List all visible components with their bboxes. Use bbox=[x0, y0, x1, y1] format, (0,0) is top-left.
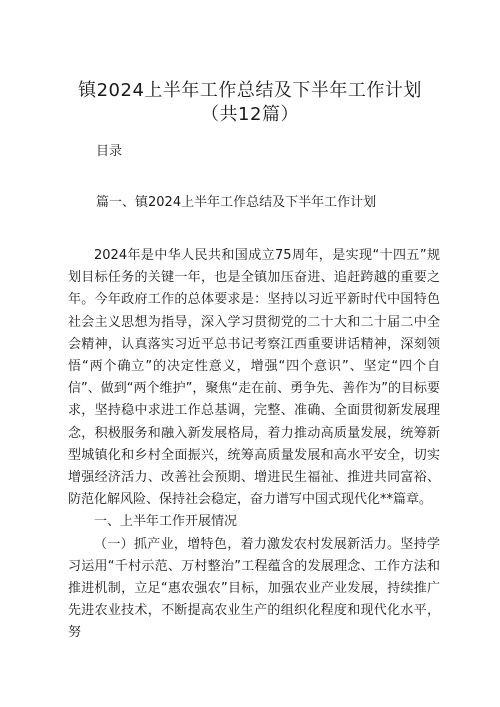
section-heading: 一、上半年工作开展情况 bbox=[94, 514, 238, 530]
toc-label: 目录 bbox=[96, 144, 123, 159]
document-body bbox=[68, 245, 440, 645]
document-subtitle: （共12篇） bbox=[201, 104, 299, 125]
toc-item: 篇一、镇2024上半年工作总结及下半年工作计划 bbox=[96, 195, 377, 210]
paragraph: 2024年是中华人民共和国成立75周年，是实现“十四五”规划目标任务的关键一年，也是全镇加压奋进、追赶跨越的重要之年。今年政府工作的总体要求是：坚持以习近平新时代中国特色社会主义思想为指导，深入学习贯彻党的二十大和二十届二中全会精神，认真落实习近平总书记考察江西重要讲话精神，深刻领悟“两个确立”的决定性意义，增强“四个意识”、坚定“四个自信”、做到“两个维护”，聚焦“走在前、勇争先、善作为”的目标要求，坚持稳中求进工作总基调，完整、准确、全面贯彻新发展理念，积极服务和融入新发展格局，着力推动高质量发展，统筹新型城镇化和乡村全面振兴，统筹高质量发展和高水平安全，切实增强经济活力、改善社会预期、增进民生福祉、推进共同富裕、防范化解风险、保持社会稳定，奋力谱写中国式现代化**篇章。 bbox=[68, 248, 440, 508]
paragraph: （一）抓产业，增特色，着力激发农村发展新活力。坚持学习运用“千村示范、万村整治”工程蕴含的发展理念、工作方法和推进机制，立足“惠农强农”目标，加强农业产业发展，持续推广先进农业技术，不断提高农业生产的组织化程度和现代化水平，努 bbox=[68, 536, 440, 641]
document-title: 镇2024上半年工作总结及下半年工作计划 bbox=[78, 80, 422, 101]
